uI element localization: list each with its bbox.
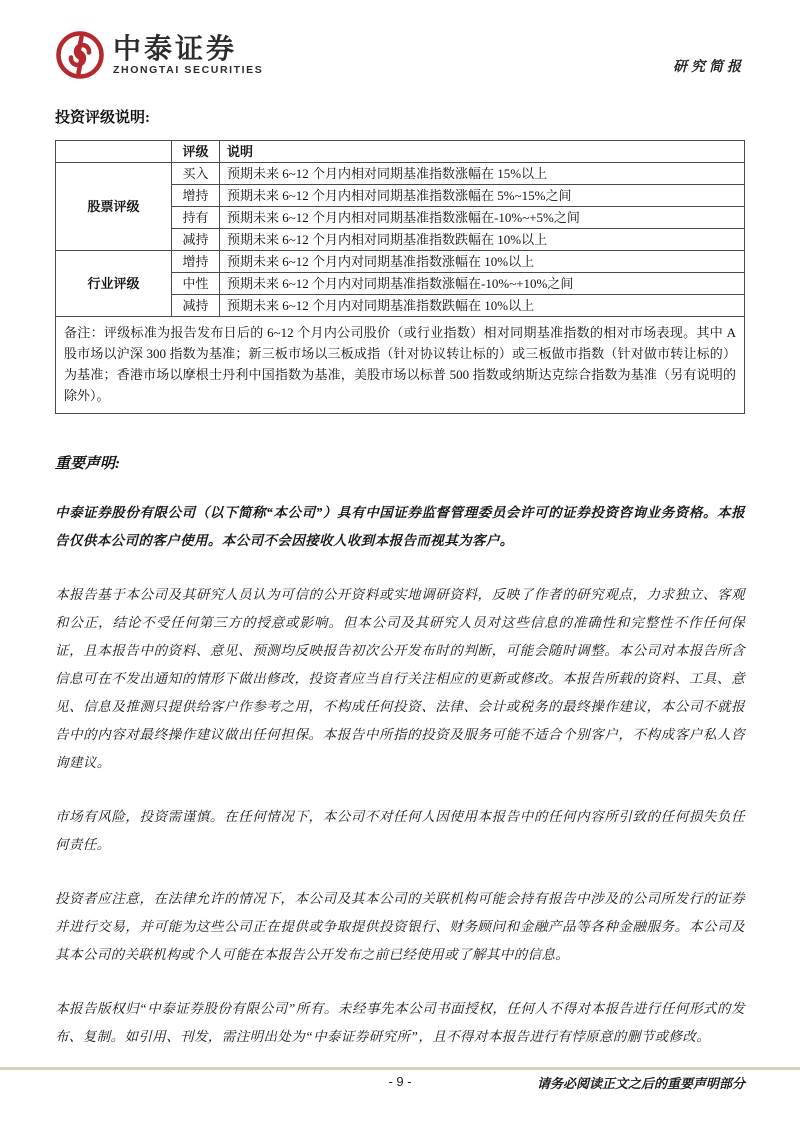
- header-desc-cell: 说明: [220, 141, 745, 163]
- page-content: [55, 106, 745, 1051]
- header-rating-cell: 评级: [172, 141, 220, 163]
- company-logo: [55, 30, 263, 80]
- desc-cell: 预期未来 6~12 个月内相对同期基准指数跌幅在 10%以上: [220, 229, 745, 251]
- desc-cell: 预期未来 6~12 个月内相对同期基准指数涨幅在 15%以上: [220, 163, 745, 185]
- statement-paragraph: 中泰证券股份有限公司（以下简称“本公司”）具有中国证券监督管理委员会许可的证券投资咨询业务资格。本报告仅供本公司的客户使用。本公司不会因接收人收到本报告而视其为客户。: [55, 505, 745, 548]
- report-type-label: 研究简报: [673, 60, 745, 75]
- logo-text: [113, 34, 263, 76]
- desc-cell: 预期未来 6~12 个月内对同期基准指数涨幅在 10%以上: [220, 251, 745, 273]
- desc-cell: 预期未来 6~12 个月内对同期基准指数涨幅在-10%~+10%之间: [220, 273, 745, 295]
- desc-cell: 预期未来 6~12 个月内对同期基准指数跌幅在 10%以上: [220, 295, 745, 317]
- rating-cell: 持有: [172, 207, 220, 229]
- statement-section: [55, 452, 745, 1051]
- note-cell: 备注：评级标准为报告发布日后的 6~12 个月内公司股价（或行业指数）相对同期基准指数的相对市场表现。其中 A 股市场以沪深 300 指数为基准；新三板市场以三板成指（针对协议转让标的）或三板做市指数（针对做市转让标的）为基准；香港市场以摩根士丹利中国指数为基准，美股市场以标普 500 指数或纳斯达克综合指数为基准（另有说明的除外）。: [56, 317, 745, 414]
- logo-en-text: ZHONGTAI SECURITIES: [113, 64, 264, 76]
- footer-divider: [0, 1067, 800, 1070]
- logo-cn-text: 中泰证券: [113, 33, 238, 64]
- desc-cell: 预期未来 6~12 个月内相对同期基准指数涨幅在 5%~15%之间: [220, 185, 745, 207]
- group-cell-industry: 行业评级: [56, 251, 172, 317]
- statement-paragraph: 市场有风险，投资需谨慎。在任何情况下，本公司不对任何人因使用本报告中的任何内容所引致的任何损失负任何责任。: [55, 809, 745, 852]
- page-header: [55, 26, 745, 80]
- header-empty-cell: [56, 141, 172, 163]
- statement-paragraph: 本报告基于本公司及其研究人员认为可信的公开资料或实地调研资料，反映了作者的研究观点，力求独立、客观和公正，结论不受任何第三方的授意或影响。但本公司及其研究人员对这些信息的准确性和完整性不作任何保证，且本报告中的资料、意见、预测均反映报告初次公开发布时的判断，可能会随时调整。本公司对本报告所含信息可在不发出通知的情形下做出修改，投资者应当自行关注相应的更新或修改。本报告所载的资料、工具、意见、信息及推测只提供给客户作参考之用，不构成任何投资、法律、会计或税务的最终操作建议，本公司不就报告中的内容对最终操作建议做出任何担保。本报告中所指的投资及服务可能不适合个别客户，不构成客户私人咨询建议。: [55, 587, 745, 770]
- footer-notice: 请务必阅读正文之后的重要声明部分: [536, 1076, 745, 1091]
- page-number: - 9 -: [388, 1074, 412, 1089]
- table-row: [56, 163, 745, 185]
- rating-cell: 中性: [172, 273, 220, 295]
- table-row: [56, 251, 745, 273]
- rating-cell: 减持: [172, 295, 220, 317]
- table-row: [56, 317, 745, 414]
- statement-title: 重要声明:: [55, 456, 120, 472]
- desc-cell: 预期未来 6~12 个月内相对同期基准指数涨幅在-10%~+5%之间: [220, 207, 745, 229]
- rating-table: [55, 140, 745, 414]
- rating-cell: 增持: [172, 251, 220, 273]
- rating-cell: 减持: [172, 229, 220, 251]
- rating-cell: 增持: [172, 185, 220, 207]
- statement-paragraph: 本报告版权归“中泰证券股份有限公司”所有。未经事先本公司书面授权，任何人不得对本报告进行任何形式的发布、复制。如引用、刊发，需注明出处为“中泰证券研究所”，且不得对本报告进行有悖原意的删节或修改。: [55, 1001, 745, 1044]
- group-cell-stock: 股票评级: [56, 163, 172, 251]
- zhongtai-emblem-icon: [55, 30, 105, 80]
- rating-cell: 买入: [172, 163, 220, 185]
- rating-table-header-row: [56, 141, 745, 163]
- rating-section-title: 投资评级说明:: [55, 110, 150, 126]
- statement-paragraph: 投资者应注意，在法律允许的情况下，本公司及其本公司的关联机构可能会持有报告中涉及的公司所发行的证券并进行交易，并可能为这些公司正在提供或争取提供投资银行、财务顾问和金融产品等各种金融服务。本公司及其本公司的关联机构或个人可能在本报告公开发布之前已经使用或了解其中的信息。: [55, 891, 745, 962]
